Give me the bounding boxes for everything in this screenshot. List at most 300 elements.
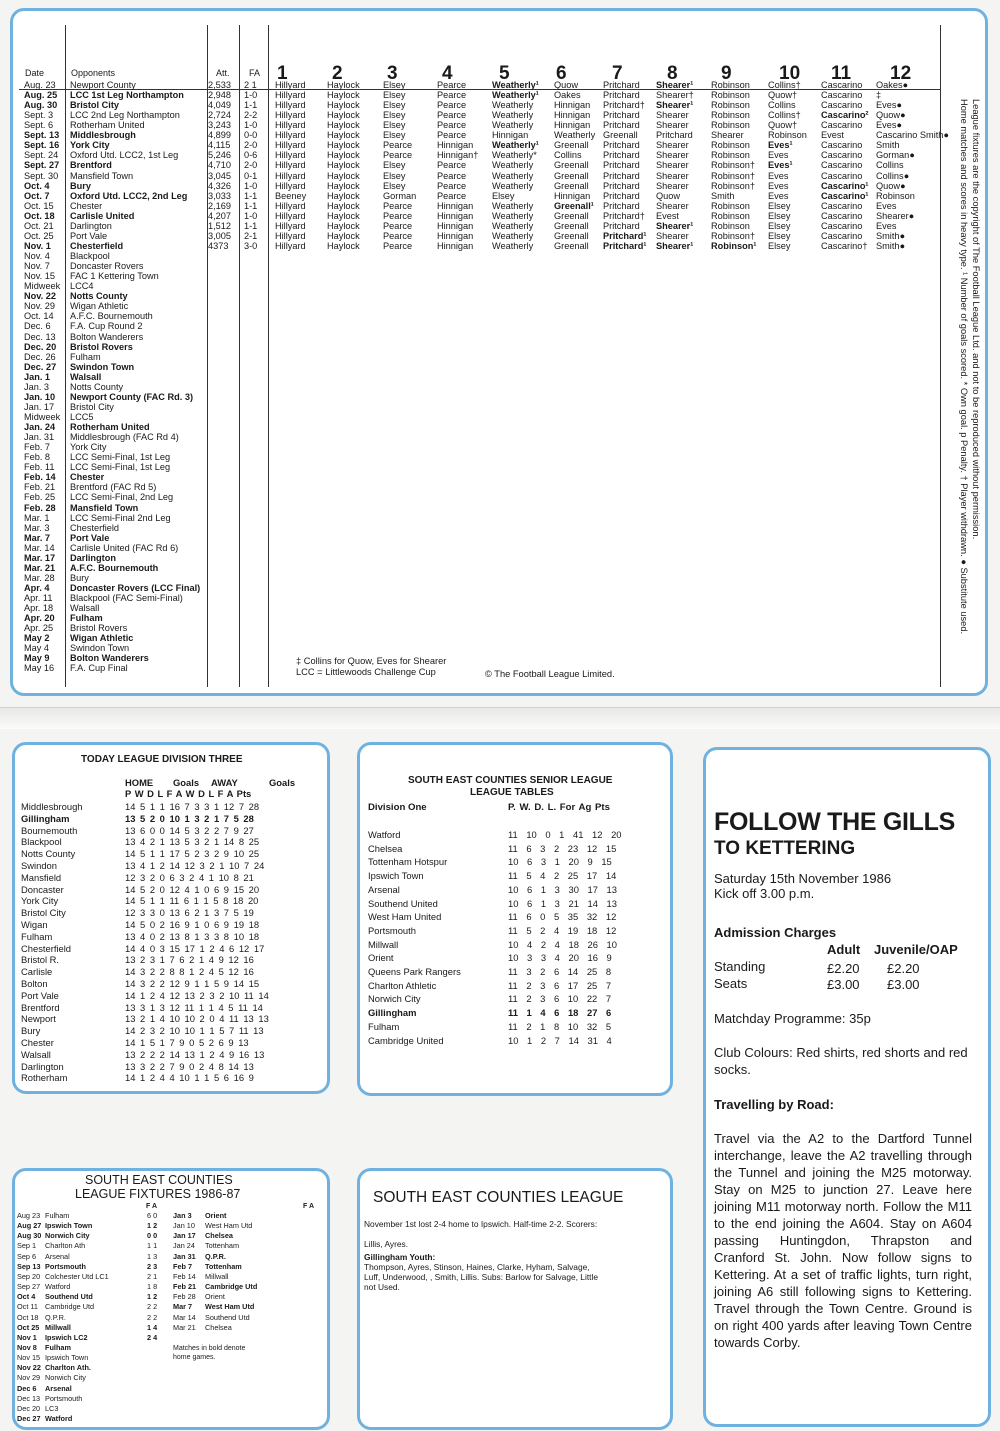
fixture-date: Midweek [24,281,61,292]
fixture-date: Jan. 10 [24,391,56,402]
player-cell: Haylock [327,100,360,111]
fixture-opponent: A.F.C. Bournemouth [70,311,153,322]
player-cell: Robinson [768,130,807,141]
player-cell: Shearer [656,160,689,171]
fixture-opponent: Chesterfield [70,522,120,533]
fixture-opponent: Middlesbrough [70,130,136,141]
fixture-opponent: Wigan Athletic [70,301,129,312]
gills-subtitle: TO KETTERING [714,838,856,859]
fixture-opponent: Brentford [70,160,112,171]
team-name: Chesterfield [21,942,72,954]
player-cell: Pearce [383,140,413,151]
fixture-opponent: F.A. Cup Round 2 [70,321,143,332]
player-cell: Cascarino [821,100,863,111]
column-rule [268,25,269,687]
fixture-opponent: Bristol City [70,100,120,111]
team-name: Blackpool [21,836,62,848]
page-fold [0,707,1000,729]
team-name: Orient [368,952,394,964]
fixture-date: Jan 24 [173,1241,195,1251]
fixture-opponent: Tottenham [205,1261,242,1271]
fixture-date: Nov. 4 [24,251,50,262]
fixture-date: Mar. 1 [24,512,50,523]
player-cell: Pritchard¹ [603,230,647,241]
fixture-date: Mar 21 [173,1322,196,1332]
team-stats: 11 10 0 1 41 12 20 [508,829,622,840]
fixtures-subtitle: LEAGUE FIXTURES 1986-87 [75,1187,241,1201]
fixture-score: 1-1 [244,100,258,111]
fixture-date: Feb. 25 [24,492,56,503]
player-cell: Hillyard [275,180,306,191]
sec-senior-title: SOUTH EAST COUNTIES SENIOR LEAGUE [408,775,613,786]
team-stats: 14 1 2 4 12 13 2 3 2 10 11 14 [125,989,269,1001]
player-cell: Haylock [327,140,360,151]
fixture-date: Oct. 21 [24,220,54,231]
sec-league-report-panel [357,1168,673,1430]
copyright-note: © The Football League Limited. [485,669,615,679]
fixture-opponent: West Ham Utd [205,1302,255,1312]
player-cell: Pritchard [603,200,640,211]
fixtures-title: SOUTH EAST COUNTIES [85,1173,233,1187]
player-column-9: 9 [721,63,732,84]
fixture-score: 2 3 [147,1261,158,1271]
team-name: Swindon [21,860,57,871]
fixture-date: Nov 29 [17,1373,41,1383]
player-cell: Weatherly¹ [492,90,539,101]
fixture-opponent: Notts County [70,291,128,302]
fixture-opponent: Q.P.R. [205,1251,226,1261]
player-cell: Greenall [554,180,589,191]
player-cell: Collins† [768,110,801,121]
fixture-opponent: Fulham [45,1342,71,1352]
player-cell: Haylock [327,240,360,251]
fixture-date: Oct 11 [17,1302,38,1312]
player-cell: Robinson [876,190,915,201]
fixture-date: Sept. 16 [24,140,60,151]
player-cell: Eves [768,170,789,181]
fixture-opponent: Watford [45,1414,73,1423]
fixture-opponent: Bury [70,180,91,191]
fixture-opponent: Brentford (FAC Rd 5) [70,482,157,493]
player-cell: Hinnigan [437,220,474,231]
seats-adult-price: £3.00 [827,977,860,992]
player-column-3: 3 [387,63,398,84]
fixture-attendance: 2,724 [208,110,231,121]
fixture-score: 6 0 [147,1211,158,1220]
fixture-date: Dec 6 [17,1383,37,1393]
gills-title: FOLLOW THE GILLS [714,808,956,836]
team-stats: 11 2 3 6 10 22 7 [508,993,612,1005]
fixture-date: Feb. 14 [24,472,56,483]
player-cell: Quow [656,190,681,201]
fixture-attendance: 4,326 [208,180,231,191]
fixture-date: Nov. 22 [24,291,56,302]
fixture-date: Oct 25 [17,1322,40,1332]
attendance-header: Att. [216,68,230,78]
column-rule [65,25,66,687]
fixture-score: 1 3 [147,1251,158,1261]
report-line-2: Lillis, Ayres. [364,1239,409,1249]
fixture-opponent: LC3 [45,1403,59,1413]
fixture-date: Feb 7 [173,1261,193,1271]
player-cell: Quow [554,80,579,90]
player-cell: Eves● [876,120,902,131]
fixture-opponent: Arsenal [45,1251,70,1261]
fixture-opponent: Darlington [70,220,112,231]
fixture-opponent: York City [70,140,110,151]
fixture-opponent: Arsenal [45,1383,72,1393]
fixture-score: 0 0 [147,1231,158,1241]
team-stats: 11 5 4 2 25 17 14 [508,870,617,882]
team-stats: 13 3 2 2 7 9 0 2 4 8 14 13 [125,1060,254,1072]
fixture-date: Nov. 1 [24,240,51,251]
fixture-date: Sept. 6 [24,120,54,131]
team-name: Bury [21,1025,41,1037]
player-cell: Pritchard [603,150,640,161]
team-name: Newport [21,1013,56,1025]
player-cell: Smith [876,140,900,151]
fixture-opponent: Bristol City [70,401,114,412]
player-cell: Elsey [383,180,406,191]
player-cell: Elsey [768,200,791,211]
fixture-date: Jan 10 [173,1221,195,1231]
fixture-score: 1 1 [147,1241,158,1251]
player-cell: Pritchard¹ [603,240,647,251]
player-cell: Collins† [768,80,801,90]
team-stats: 14 5 0 2 16 9 1 0 6 9 19 18 [125,919,260,930]
player-cell: Pearce [383,200,413,211]
player-cell: Smith● [876,240,906,251]
player-cell: Robinson† [711,180,755,191]
fixture-date: Sept. 3 [24,110,54,121]
player-cell: Greenall [554,210,589,221]
fixture-date: Jan 31 [173,1251,196,1261]
player-column-10: 10 [779,63,801,84]
team-stats: 13 3 1 3 12 11 1 1 4 5 11 14 [125,1001,263,1013]
player-cell: Shearer¹ [656,240,694,251]
fixture-date: Apr. 18 [24,603,54,614]
player-column-5: 5 [499,63,510,84]
player-cell: Evest [821,130,844,141]
player-cell: Quow† [768,90,798,101]
footnote-lcc: LCC = Littlewoods Challenge Cup [296,667,436,677]
fixture-opponent: Swindon Town [70,361,135,372]
fixture-opponent: West Ham Utd [205,1221,253,1231]
fixture-attendance: 1,512 [208,220,231,231]
team-name: Rotherham [21,1072,68,1084]
player-cell: Pearce [383,150,413,161]
player-cell: Pritchard [603,190,640,201]
travel-heading: Travelling by Road: [714,1097,834,1112]
player-cell: Shearer¹ [656,100,694,111]
team-stats: 11 2 3 6 17 25 7 [508,979,612,991]
team-stats: 14 4 0 3 15 17 1 2 4 6 12 17 [125,942,265,954]
player-cell: Cascarino [821,120,863,131]
fixture-date: Sep 20 [17,1271,41,1281]
fixture-date: Oct. 18 [24,210,55,221]
fixture-opponent: Newport County [70,80,136,90]
team-name: Bolton [21,978,48,989]
fixture-score: 2 1 [147,1271,158,1281]
player-column-2: 2 [332,63,343,84]
away-group-header: AWAY [211,777,238,788]
fixture-score: 0-1 [244,170,258,181]
fixtures-fa-left: F A [146,1203,158,1210]
player-cell: Hillyard [275,160,306,171]
fixture-opponent: Middlesbrough (FAC Rd 4) [70,432,179,443]
fixture-attendance: 3,243 [208,120,231,131]
kick-off-time: Kick off 3.00 p.m. [714,886,815,901]
fixture-score: 1-1 [244,190,258,201]
footnote-substitutions: ‡ Collins for Quow, Eves for Shearer [296,656,447,666]
player-cell: Gorman● [876,150,915,161]
fixture-opponent: Norwich City [45,1373,86,1383]
player-cell: Cascarino [821,210,863,221]
player-cell: Pearce [383,220,413,231]
player-cell: Oakes● [876,80,909,90]
fixture-date: May 2 [24,633,50,644]
player-cell: Evest [656,210,679,221]
fixture-opponent: Cambridge Utd [45,1302,95,1312]
player-cell: Shearer [656,170,689,181]
player-cell: Cascarino [821,200,863,211]
player-cell: Shearer [656,200,689,211]
player-cell: Hinnigan [554,120,591,131]
player-cell: Weatherly [492,100,534,111]
fixture-opponent: Norwich City [45,1231,90,1241]
fixture-opponent: Southend Utd [45,1292,93,1302]
fixture-date: Oct 4 [17,1292,36,1302]
player-cell: Cascarino [821,140,863,151]
player-cell: Robinson [711,100,750,111]
fixture-opponent: LCC Semi-Final, 2nd Leg [70,492,174,503]
player-cell: Collins [876,160,904,171]
fixture-opponent: Wigan Athletic [70,633,134,644]
juvenile-column: Juvenile/OAP [874,942,958,957]
fixture-score: 1 2 [147,1221,158,1231]
fixture-opponent: Notts County [70,381,124,392]
team-stats: 14 5 1 1 17 5 2 3 2 9 10 25 [125,848,260,860]
player-cell: Weatherly* [492,150,537,161]
player-cell: Pearce [437,120,467,131]
fixture-opponent: LCC 1st Leg Northampton [70,90,184,101]
player-cell: Hillyard [275,170,306,181]
fixture-opponent: Oxford Utd. LCC2, 1st Leg [70,150,179,161]
player-cell: Haylock [327,180,360,191]
player-cell: Pritchard [603,110,640,121]
fixture-date: May 4 [24,643,50,654]
team-name: Fulham [368,1020,400,1032]
player-cell: Beeney [275,190,307,201]
player-cell: Haylock [327,190,360,201]
away-goals-header: Goals [269,777,296,788]
fixture-attendance: 3,033 [208,190,231,201]
team-name: Chester [21,1037,54,1048]
fixture-opponent: Newport County (FAC Rd. 3) [70,391,194,402]
team-stats: 13 2 1 4 10 10 2 0 4 11 13 13 [125,1013,269,1025]
team-name: Fulham [21,930,53,942]
fixture-date: Mar. 28 [24,572,55,583]
player-cell: Elsey [383,130,406,141]
player-cell: Cascarino [821,230,863,241]
fixture-opponent: Doncaster Rovers (LCC Final) [70,583,201,593]
player-cell: Collins● [876,170,910,181]
player-cell: Hillyard [275,230,306,241]
fixture-opponent: Bolton Wanderers [70,331,144,342]
fixture-date: Jan. 3 [24,381,50,392]
player-cell: Hillyard [275,90,306,101]
fixture-score: 1 4 [147,1322,158,1332]
team-stats: 14 5 1 1 16 7 3 3 1 12 7 28 [125,801,260,812]
player-cell: Hinnigan [437,240,474,251]
team-name: Portsmouth [368,924,416,936]
fixture-date: Aug. 23 [24,80,56,90]
player-cell: Robinson¹ [711,240,757,251]
fixture-opponent: Portsmouth [45,1261,86,1271]
team-name: Cambridge United [368,1034,444,1046]
fixture-opponent: Colchester Utd LC1 [45,1271,109,1281]
player-cell: Eves¹ [768,160,793,171]
player-cell: Robinson [711,120,750,131]
player-cell: Elsey [383,110,406,121]
team-name: Doncaster [21,883,64,895]
player-cell: Pearce [437,160,467,171]
player-cell: Elsey [383,100,406,111]
player-cell: Hinnigan† [437,150,479,161]
team-stats: 12 3 2 0 6 3 2 4 1 10 8 21 [125,871,254,883]
player-cell: Pritchard† [603,210,645,221]
fixture-opponent: Cambridge Utd [205,1282,258,1292]
fixture-date: Oct 18 [17,1312,39,1322]
fixture-opponent: Orient [205,1292,225,1302]
fixture-score: 2 2 [147,1312,158,1322]
player-cell: Weatherly¹ [492,80,539,90]
player-cell: Elsey [383,120,406,131]
player-cell: Collins [768,100,796,111]
player-cell: Pearce [437,80,467,90]
fixture-date: Nov 15 [17,1353,41,1363]
fixture-attendance: 4,207 [208,210,231,221]
seats-juvenile-price: £3.00 [887,977,920,992]
player-cell: Eves [876,220,897,231]
player-cell: Haylock [327,160,360,171]
player-cell: Quow● [876,110,906,121]
fixture-date: Feb. 11 [24,462,55,473]
player-cell: Weatherly [492,120,534,131]
player-cell: Cascarino² [821,110,869,121]
player-column-1: 1 [277,63,288,84]
seats-label: Seats [714,976,748,991]
opponents-header: Opponents [71,68,116,78]
team-name: Tottenham Hotspur [368,856,448,868]
fixture-attendance: 4373 [208,240,229,251]
fixture-attendance: 3,045 [208,170,231,181]
team-name: Brentford [21,1001,60,1013]
player-cell: Greenall [554,220,589,231]
team-stats: 14 5 2 0 12 4 1 0 6 9 15 20 [125,883,260,895]
player-cell: Cascarino Smith● [876,130,949,141]
fixture-opponent: Walsall [70,603,100,614]
player-cell: Hillyard [275,80,306,90]
player-cell: Shearer [656,180,689,191]
standing-juvenile-price: £2.20 [887,961,920,976]
player-cell: Pearce [383,210,413,221]
team-stats: 14 2 3 2 10 10 1 1 5 7 11 13 [125,1025,264,1037]
fixture-date: Aug 23 [17,1211,41,1220]
player-cell: Haylock [327,120,360,131]
fixture-score: 2 4 [147,1332,158,1342]
travel-directions: Travel via the A2 to the Dartford Tunnel interchange, leave the A2 travelling through the Tunnel and joining the M25 motorway. Stay on M25 to junction 27. Leave here joining M11 motorway north. Follow the M11 to the end joining the A604. Stay on A604 passing Huntingdon, Thrapston and Cranford St. John. Now follow signs to Kettering. At a set of traffic lights, turn right, joining A6 still following signs to Kettering. Travel through the Town Centre. Ground is on right 400 yards after leaving Town Centre towards Corby. [714,1131,972,1350]
team-name: Watford [368,829,401,840]
fixture-score: 2-2 [244,110,258,121]
match-date: Saturday 15th November 1986 [714,871,892,886]
team-stats: 13 4 1 2 14 12 3 2 1 10 7 24 [125,860,265,871]
player-cell: Robinson [711,210,750,221]
fixture-date: Sep 6 [17,1251,37,1261]
player-cell: Pearce [383,240,413,251]
team-name: Norwich City [368,993,421,1005]
team-stats: 14 3 2 2 12 9 1 1 5 9 14 15 [125,978,260,989]
fixture-attendance: 4,049 [208,100,231,111]
team-stats: 14 1 5 1 7 9 0 5 2 6 9 13 [125,1037,249,1048]
player-cell: Haylock [327,210,360,221]
fixture-date: Nov 8 [17,1342,37,1352]
team-name: Bournemouth [21,824,78,836]
fixture-date: Nov 1 [17,1332,37,1342]
player-cell: Shearer [711,130,744,141]
fixtures-note: Matches in bold denote [173,1345,246,1352]
player-cell: Pearce [437,90,467,101]
date-header: Date [25,68,45,78]
fixture-opponent: Darlington [70,552,116,563]
team-name: Carlisle [21,966,53,978]
fixture-score: 2 1 [244,80,257,90]
fixture-date: Jan. 31 [24,432,55,443]
fixture-opponent: Watford [45,1282,71,1292]
admission-heading: Admission Charges [714,925,837,940]
player-cell: Quow† [768,120,798,131]
team-name: Bristol R. [21,954,60,966]
team-stats: 13 2 2 2 14 13 1 2 4 9 16 13 [125,1048,265,1060]
fixture-opponent: Chelsea [205,1231,233,1241]
fixtures-note-2: home games. [173,1354,216,1361]
player-cell: Hillyard [275,220,306,231]
player-cell: Elsey [383,160,406,171]
team-name: Notts County [21,848,76,860]
fixture-score: 0-0 [244,130,258,141]
fixture-date: Midweek [24,411,61,422]
player-cell: Pritchard [603,170,640,181]
fixture-date: Dec 27 [17,1414,41,1423]
fixture-date: Apr. 25 [24,623,54,634]
player-cell: Eves [768,190,789,201]
youth-line-3: not Used. [364,1282,400,1292]
fixture-opponent: Rotherham United [70,120,145,131]
fixture-date: Dec. 26 [24,351,56,362]
fixture-date: Feb. 8 [24,452,51,463]
fixture-date: Feb. 7 [24,442,51,453]
fixture-opponent: Oxford Utd. LCC2, 2nd Leg [70,190,188,201]
team-name: Southend United [368,897,438,909]
team-name: Charlton Athletic [368,979,437,991]
fixture-date: Jan. 24 [24,422,56,433]
player-cell: Pearce [437,110,467,121]
fixture-date: Mar. 14 [24,542,55,553]
fixture-date: Sep 27 [17,1282,41,1292]
sec-senior-subtitle: LEAGUE TABLES [470,787,554,798]
fixture-attendance: 3,005 [208,230,231,241]
player-cell: Hillyard [275,200,306,211]
